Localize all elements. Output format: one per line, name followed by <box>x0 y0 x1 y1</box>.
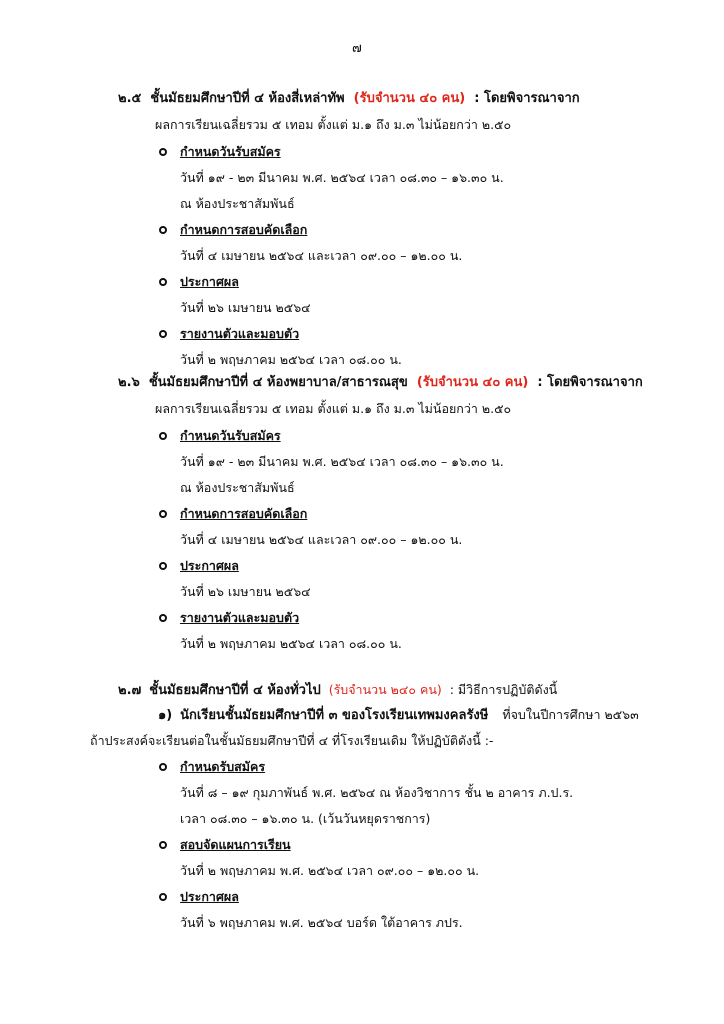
subsection-rest: ที่จบในปีการศึกษา ๒๕๖๓ <box>502 707 639 722</box>
circle-bullet-icon <box>159 841 167 849</box>
criteria-text: ผลการเรียนเฉลี่ยรวม ๕ เทอม ตั้งแต่ ม.๑ ถึง ม.๓ ไม่น้อยกว่า ๒.๕๐ <box>155 401 512 416</box>
item-detail: วันที่ ๒ พฤษภาคม ๒๕๖๔ เวลา ๐๘.๐๐ น. <box>180 636 402 651</box>
item-detail: วันที่ ๑๙ - ๒๓ มีนาคม พ.ศ. ๒๕๖๔ เวลา ๐๘.๓๐ – ๑๖.๓๐ น. <box>180 170 504 185</box>
item-label: สอบจัดแผนการเรียน <box>180 837 291 852</box>
item-label: รายงานตัวและมอบตัว <box>180 326 300 341</box>
item-detail: ณ ห้องประชาสัมพันธ์ <box>180 480 295 495</box>
section-title: ชั้นมัธยมศึกษาปีที่ ๔ ห้องสี่เหล่าทัพ <box>150 91 345 106</box>
criteria-text: ผลการเรียนเฉลี่ยรวม ๕ เทอม ตั้งแต่ ม.๑ ถึง ม.๓ ไม่น้อยกว่า ๒.๕๐ <box>155 117 512 132</box>
quota-text: (รับจำนวน ๔๐ คน) <box>353 91 466 106</box>
method-text: : มีวิธีการปฏิบัติดังนี้ <box>449 682 558 697</box>
item-detail: ณ ห้องประชาสัมพันธ์ <box>180 196 295 211</box>
circle-bullet-icon <box>159 562 167 570</box>
item-detail: วันที่ ๔ เมษายน ๒๕๖๔ และเวลา ๐๙.๐๐ – ๑๒.๐๐ น. <box>180 248 463 263</box>
item-label: กำหนดรับสมัคร <box>180 759 266 774</box>
item-detail: เวลา ๐๘.๓๐ – ๑๖.๓๐ น. (เว้นวันหยุดราชการ) <box>180 811 431 826</box>
item-detail: วันที่ ๔ เมษายน ๒๕๖๔ และเวลา ๐๙.๐๐ – ๑๒.๐๐ น. <box>180 532 463 547</box>
item-label: กำหนดการสอบคัดเลือก <box>180 222 308 237</box>
item-detail: วันที่ ๒ พฤษภาคม พ.ศ. ๒๕๖๔ เวลา ๐๙.๐๐ – ๑๒.๐๐ น. <box>180 863 480 878</box>
item-detail: วันที่ ๖ พฤษภาคม พ.ศ. ๒๕๖๔ บอร์ด ใต้อาคาร ภปร. <box>180 915 463 930</box>
method-text: : โดยพิจารณาจาก <box>537 375 643 390</box>
item-label: รายงานตัวและมอบตัว <box>180 610 300 625</box>
subsection-1-line <box>158 706 639 725</box>
circle-bullet-icon <box>159 763 167 771</box>
circle-bullet-icon <box>159 510 167 518</box>
item-detail: วันที่ ๒๖ เมษายน ๒๕๖๔ <box>180 300 311 315</box>
circle-bullet-icon <box>159 893 167 901</box>
section-2-7-heading <box>118 681 557 700</box>
subsection-number: ๑) <box>158 708 173 723</box>
circle-bullet-icon <box>159 278 167 286</box>
page-number: ๗ <box>352 41 362 56</box>
section-2-5-heading <box>118 90 580 108</box>
item-detail: วันที่ ๘ – ๑๙ กุมภาพันธ์ พ.ศ. ๒๕๖๔ ณ ห้องวิชาการ ชั้น ๒ อาคาร ภ.ป.ร. <box>180 785 574 800</box>
section-2-6-heading <box>118 374 643 392</box>
quota-text: (รับจำนวน ๒๔๐ คน) <box>328 682 442 697</box>
item-label: กำหนดวันรับสมัคร <box>180 144 281 159</box>
section-number: ๒.๕ <box>118 91 142 106</box>
circle-bullet-icon <box>159 226 167 234</box>
item-detail: วันที่ ๒ พฤษภาคม ๒๕๖๔ เวลา ๐๘.๐๐ น. <box>180 352 402 367</box>
circle-bullet-icon <box>159 432 167 440</box>
section-number: ๒.๖ <box>118 375 140 390</box>
circle-bullet-icon <box>159 614 167 622</box>
section-title: ชั้นมัธยมศึกษาปีที่ ๔ ห้องทั่วไป <box>149 683 321 698</box>
subsection-title: นักเรียนชั้นมัธยมศึกษาปีที่ ๓ ของโรงเรียนเทพมงคลรังษี <box>180 708 489 723</box>
circle-bullet-icon <box>159 330 167 338</box>
item-label: กำหนดการสอบคัดเลือก <box>180 506 308 521</box>
section-number: ๒.๗ <box>118 683 142 698</box>
item-label: กำหนดวันรับสมัคร <box>180 428 281 443</box>
item-detail: วันที่ ๒๖ เมษายน ๒๕๖๔ <box>180 584 311 599</box>
item-label: ประกาศผล <box>180 558 239 573</box>
circle-bullet-icon <box>159 148 167 156</box>
section-title: ชั้นมัธยมศึกษาปีที่ ๔ ห้องพยาบาล/สาธารณสุข <box>148 375 408 390</box>
item-label: ประกาศผล <box>180 889 239 904</box>
item-detail: วันที่ ๑๙ - ๒๓ มีนาคม พ.ศ. ๒๕๖๔ เวลา ๐๘.๓๐ – ๑๖.๓๐ น. <box>180 454 504 469</box>
quota-text: (รับจำนวน ๔๐ คน) <box>416 375 529 390</box>
item-label: ประกาศผล <box>180 274 239 289</box>
method-text: : โดยพิจารณาจาก <box>474 91 580 106</box>
subsection-instruction: ถ้าประสงค์จะเรียนต่อในชั้นมัธยมศึกษาปีที่ ๔ ที่โรงเรียนเดิม ให้ปฏิบัติดังนี้ :- <box>90 733 494 748</box>
